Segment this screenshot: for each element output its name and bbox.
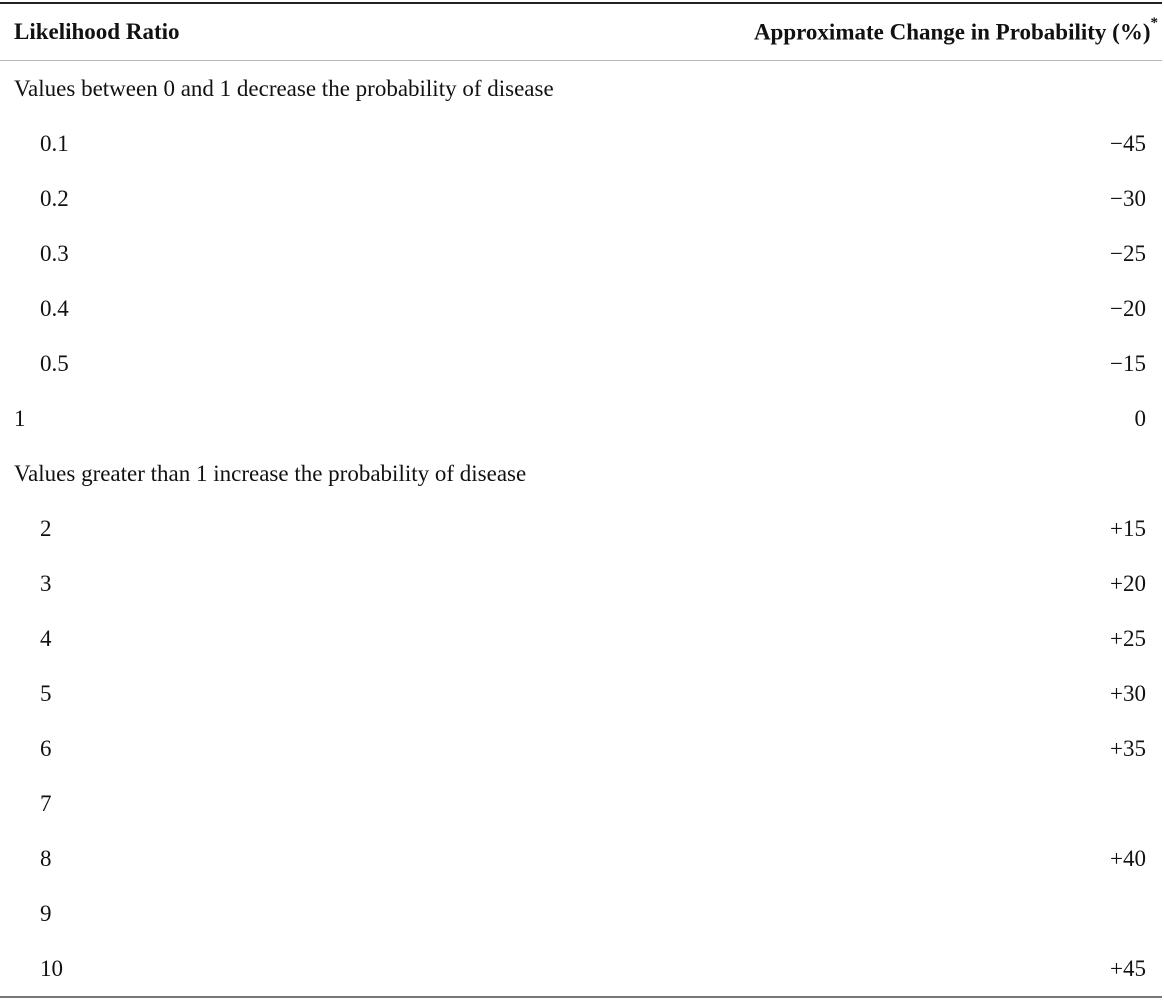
ratio-cell: 6 [40, 735, 52, 761]
table-row [0, 171, 1162, 226]
change-cell: +30 [1110, 680, 1146, 706]
likelihood-ratio-table [0, 2, 1162, 998]
table-row [0, 776, 1162, 831]
ratio-cell: 4 [40, 625, 52, 651]
header-approximate-change [365, 3, 1162, 61]
change-cell [365, 776, 1162, 831]
change-cell: −30 [1110, 185, 1146, 211]
ratio-cell: 0.5 [40, 350, 69, 376]
group-label: Values greater than 1 increase the probability of disease [14, 460, 527, 486]
table-row [0, 391, 1162, 446]
ratio-cell: 1 [14, 405, 26, 431]
group-row-decrease [0, 61, 1162, 117]
ratio-cell: 0.1 [40, 130, 69, 156]
ratio-cell: 2 [40, 515, 52, 541]
change-cell: −25 [1110, 240, 1146, 266]
table-row [0, 281, 1162, 336]
table-row [0, 721, 1162, 776]
ratio-cell: 3 [40, 570, 52, 596]
ratio-cell: 0.3 [40, 240, 69, 266]
table-row [0, 611, 1162, 666]
header-likelihood-ratio: Likelihood Ratio [0, 3, 365, 61]
change-cell: +35 [1110, 735, 1146, 761]
change-cell: +45 [1110, 955, 1146, 981]
change-cell: +20 [1110, 570, 1146, 596]
ratio-cell: 5 [40, 680, 52, 706]
group-label: Values between 0 and 1 decrease the probability of disease [14, 75, 554, 101]
table-row [0, 116, 1162, 171]
change-cell: −20 [1110, 295, 1146, 321]
change-cell: −45 [1110, 130, 1146, 156]
change-cell: −15 [1110, 350, 1146, 376]
header-row [0, 3, 1162, 61]
footnote-marker: * [1150, 14, 1158, 31]
ratio-cell: 10 [40, 955, 63, 981]
table-row [0, 666, 1162, 721]
change-cell: +15 [1110, 515, 1146, 541]
ratio-cell: 0.4 [40, 295, 69, 321]
ratio-cell: 8 [40, 845, 52, 871]
table-row [0, 831, 1162, 886]
table-row [0, 886, 1162, 941]
header-approximate-change-label: Approximate Change in Probability (%) [753, 19, 1151, 45]
change-cell [365, 886, 1162, 941]
table-row [0, 556, 1162, 611]
change-cell: +40 [1110, 845, 1146, 871]
change-cell: +25 [1110, 625, 1146, 651]
table-row [0, 941, 1162, 997]
table-header [0, 3, 1162, 61]
change-cell: 0 [1134, 405, 1146, 431]
table-row [0, 501, 1162, 556]
ratio-cell: 7 [40, 790, 52, 816]
group-row-increase [0, 446, 1162, 501]
table-row [0, 336, 1162, 391]
ratio-cell: 9 [40, 900, 52, 926]
table-body [0, 61, 1162, 998]
table-row [0, 226, 1162, 281]
ratio-cell: 0.2 [40, 185, 69, 211]
